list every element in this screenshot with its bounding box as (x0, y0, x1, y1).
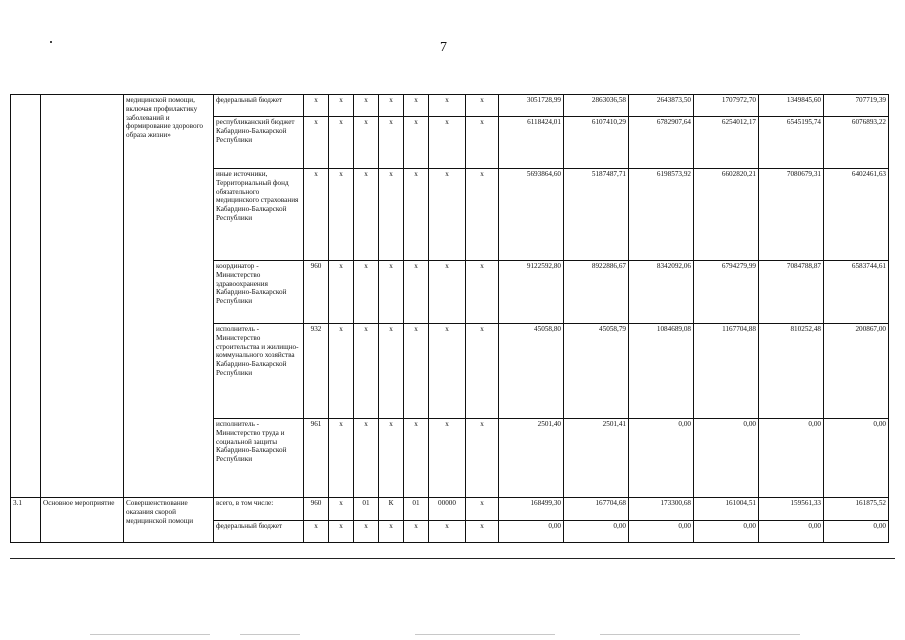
budget-code-cell: x (466, 498, 499, 521)
budget-code-cell: x (329, 498, 354, 521)
amount-cell: 168499,30 (499, 498, 564, 521)
budget-code-cell: x (404, 117, 429, 169)
program-name-cell: медицинской помощи, включая профилактику заболеваний и формирование здорового образа жизни» (124, 95, 214, 498)
budget-code-cell: x (329, 261, 354, 324)
budget-code-cell: x (329, 324, 354, 419)
budget-code-cell: x (404, 521, 429, 543)
bleed-through-line (600, 634, 800, 635)
amount-cell: 161875,52 (824, 498, 889, 521)
budget-code-cell: x (354, 419, 379, 498)
amount-cell: 6107410,29 (564, 117, 629, 169)
amount-cell: 0,00 (694, 521, 759, 543)
table-bottom-rule (10, 558, 895, 559)
budget-code-cell: x (379, 521, 404, 543)
budget-code-cell: x (466, 419, 499, 498)
amount-cell: 5693864,60 (499, 169, 564, 261)
program-name-cell: Совершенствование оказания скорой медицинской помощи (124, 498, 214, 543)
amount-cell: 6076893,22 (824, 117, 889, 169)
budget-code-cell: x (466, 95, 499, 117)
budget-code-cell: 961 (304, 419, 329, 498)
amount-cell: 3051728,99 (499, 95, 564, 117)
amount-cell: 6602820,21 (694, 169, 759, 261)
amount-cell: 0,00 (824, 419, 889, 498)
budget-code-cell: x (404, 95, 429, 117)
budget-code-cell: x (354, 169, 379, 261)
funding-source-cell: всего, в том числе: (214, 498, 304, 521)
amount-cell: 1167704,88 (694, 324, 759, 419)
funding-source-cell: иные источники, Территориальный фонд обязательного медицинского страхования Кабардино-Балкарской Республики (214, 169, 304, 261)
bleed-through-line (415, 634, 555, 635)
amount-cell: 7080679,31 (759, 169, 824, 261)
amount-cell: 2643873,50 (629, 95, 694, 117)
budget-code-cell: x (354, 521, 379, 543)
budget-table (10, 94, 889, 543)
amount-cell: 167704,68 (564, 498, 629, 521)
amount-cell: 0,00 (824, 521, 889, 543)
table-row (11, 95, 889, 117)
amount-cell: 45058,80 (499, 324, 564, 419)
bleed-through-line (90, 634, 210, 635)
budget-code-cell: x (404, 261, 429, 324)
page-number: 7 (440, 40, 447, 55)
amount-cell: 0,00 (759, 521, 824, 543)
amount-cell: 0,00 (629, 419, 694, 498)
budget-code-cell: x (466, 117, 499, 169)
budget-code-cell: 01 (354, 498, 379, 521)
budget-code-cell: 932 (304, 324, 329, 419)
budget-code-cell: x (429, 117, 466, 169)
amount-cell: 45058,79 (564, 324, 629, 419)
amount-cell: 6198573,92 (629, 169, 694, 261)
budget-code-cell: x (329, 419, 354, 498)
budget-code-cell: x (379, 324, 404, 419)
budget-code-cell: x (304, 117, 329, 169)
amount-cell: 161004,51 (694, 498, 759, 521)
amount-cell: 173300,68 (629, 498, 694, 521)
budget-code-cell: x (379, 261, 404, 324)
budget-code-cell: x (354, 324, 379, 419)
budget-code-cell: 960 (304, 261, 329, 324)
amount-cell: 6782907,64 (629, 117, 694, 169)
funding-source-cell: исполнитель - Министерство строительства и жилищно-коммунального хозяйства Кабардино-Балкарской Республики (214, 324, 304, 419)
measure-type-cell: Основное мероприятие (41, 498, 124, 543)
budget-code-cell: x (466, 261, 499, 324)
amount-cell: 9122592,80 (499, 261, 564, 324)
amount-cell: 6545195,74 (759, 117, 824, 169)
row-number-cell: 3.1 (11, 498, 41, 543)
amount-cell: 0,00 (499, 521, 564, 543)
amount-cell: 8342092,06 (629, 261, 694, 324)
budget-code-cell: x (404, 419, 429, 498)
budget-code-cell: x (429, 324, 466, 419)
amount-cell: 0,00 (629, 521, 694, 543)
funding-source-cell: федеральный бюджет (214, 521, 304, 543)
budget-code-cell: x (379, 117, 404, 169)
budget-code-cell: x (466, 169, 499, 261)
funding-source-cell: республиканский бюджет Кабардино-Балкарской Республики (214, 117, 304, 169)
funding-source-cell: координатор - Министерство здравоохранения Кабардино-Балкарской Республики (214, 261, 304, 324)
amount-cell: 0,00 (694, 419, 759, 498)
funding-source-cell: исполнитель - Министерство труда и социальной защиты Кабардино-Балкарской Республики (214, 419, 304, 498)
budget-code-cell: x (429, 261, 466, 324)
amount-cell: 707719,39 (824, 95, 889, 117)
budget-code-cell: 00000 (429, 498, 466, 521)
amount-cell: 2501,40 (499, 419, 564, 498)
amount-cell: 6254012,17 (694, 117, 759, 169)
amount-cell: 810252,48 (759, 324, 824, 419)
amount-cell: 6583744,61 (824, 261, 889, 324)
amount-cell: 2863036,58 (564, 95, 629, 117)
amount-cell: 6794279,99 (694, 261, 759, 324)
budget-code-cell: x (354, 117, 379, 169)
table-row (11, 498, 889, 521)
budget-code-cell: x (329, 95, 354, 117)
budget-code-cell: 960 (304, 498, 329, 521)
row-number-cell (11, 95, 41, 498)
budget-code-cell: К (379, 498, 404, 521)
amount-cell: 0,00 (759, 419, 824, 498)
scan-speck (50, 41, 52, 43)
budget-code-cell: x (466, 521, 499, 543)
amount-cell: 159561,33 (759, 498, 824, 521)
amount-cell: 200867,00 (824, 324, 889, 419)
budget-code-cell: x (429, 419, 466, 498)
budget-code-cell: x (429, 95, 466, 117)
amount-cell: 1707972,70 (694, 95, 759, 117)
budget-code-cell: x (304, 521, 329, 543)
budget-code-cell: x (379, 419, 404, 498)
budget-code-cell: x (329, 169, 354, 261)
budget-code-cell: x (329, 117, 354, 169)
budget-code-cell: x (466, 324, 499, 419)
budget-code-cell: 01 (404, 498, 429, 521)
amount-cell: 6118424,01 (499, 117, 564, 169)
amount-cell: 1084689,08 (629, 324, 694, 419)
budget-code-cell: x (379, 169, 404, 261)
budget-code-cell: x (404, 169, 429, 261)
amount-cell: 7084788,87 (759, 261, 824, 324)
measure-type-cell (41, 95, 124, 498)
budget-code-cell: x (329, 521, 354, 543)
amount-cell: 1349845,60 (759, 95, 824, 117)
budget-code-cell: x (354, 261, 379, 324)
amount-cell: 6402461,63 (824, 169, 889, 261)
funding-source-cell: федеральный бюджет (214, 95, 304, 117)
budget-code-cell: x (379, 95, 404, 117)
amount-cell: 2501,41 (564, 419, 629, 498)
budget-code-cell: x (304, 95, 329, 117)
amount-cell: 8922886,67 (564, 261, 629, 324)
budget-code-cell: x (429, 169, 466, 261)
amount-cell: 5187487,71 (564, 169, 629, 261)
budget-code-cell: x (404, 324, 429, 419)
bleed-through-line (240, 634, 300, 635)
budget-code-cell: x (429, 521, 466, 543)
amount-cell: 0,00 (564, 521, 629, 543)
budget-code-cell: x (354, 95, 379, 117)
budget-code-cell: x (304, 169, 329, 261)
